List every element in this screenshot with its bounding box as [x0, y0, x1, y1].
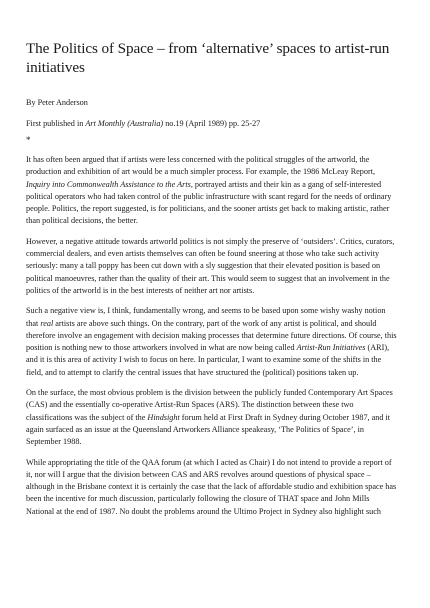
publication-prefix: First published in: [26, 119, 86, 128]
italic-text: Inquiry into Commonwealth Assistance to the Arts: [26, 179, 191, 189]
body-paragraph: [26, 457, 398, 518]
author-line: By Peter Anderson: [26, 98, 88, 107]
text-run: It has often been argued that if artists were less concerned with the political struggles of the artworld, the production and exhibition of art would be a much simpler process. For example, the 1986 McLeay Report,: [26, 155, 376, 177]
italic-text: real: [40, 318, 54, 328]
article-title: The Politics of Space – from ‘alternative’ spaces to artist-run initiatives: [26, 40, 390, 76]
journal-name: Art Monthly (Australia): [85, 119, 164, 128]
italic-text: Artist-Run Initiatives: [296, 343, 366, 353]
italic-text: Hindsight: [147, 412, 180, 422]
text-run: However, a negative attitude towards artworld politics is not simply the preserve of ‘outsiders’. Critics, curators, commercial dealers, and even artists themselves can often be found sneering at those who take such activity seriously: many a tall poppy has been cut down with a sly suggestion that their elevated position is based on political manoeuvres, rather than the quality of their art. This would seem to suggest that an involvement in the politics of the artworld is in the best interests of neither art nor artists.: [26, 236, 395, 295]
article-body: [26, 154, 398, 518]
text-run: While appropriating the title of the QAA forum (at which I acted as Chair) I do not intend to provide a report of it, nor will I argue that the division between CAS and ARS revolves around questions of physical space – although in the Brisbane context it is certainly the case that the lack of affordable studio and exhibition space has been the incentive for much discussion, particularly following the closure of THAT space and John Mills National at the end of 1987. No doubt the problems around the Ultimo Project in Sydney also highlight such: [26, 457, 397, 516]
body-paragraph: [26, 387, 398, 448]
text-run: forum held at First Draft in Sydney during October 1987, and it again surfaced as an issue at the Queensland Artworkers Alliance speakeasy, ‘The Politics of Space’, in September 1988.: [26, 412, 391, 447]
text-run: (ARI), and it is this area of activity I wish to focus on here. In particular, I want to examine some of the shifts in the field, and to attempt to clarify the central issues that have structured the (political) positions taken up.: [26, 343, 390, 377]
publication-suffix: no.19 (April 1989) pp. 25-27: [163, 119, 261, 128]
body-paragraph: [26, 305, 398, 379]
section-separator: *: [26, 135, 31, 145]
publication-line: [26, 118, 398, 129]
text-run: Such a negative view is, I think, fundamentally wrong, and seems to be based upon some wishy washy notion that: [26, 306, 386, 328]
text-run: , portrayed artists and their kin as a gang of self-interested political operators who had taken control of the public infrastructure with scant regard for the needs of ordinary people. Politics, the report suggested, is for politicians, and the sooner artists get back to making artistic, rather than political decisions, the better.: [26, 179, 392, 226]
text-run: On the surface, the most obvious problem is the division between the publicly funded Contemporary Art Spaces (CAS) and the essentially co-operative Artist-Run Spaces (ARS). The distinction between these two classifications was the subject of the: [26, 388, 393, 422]
text-run: artists are above such things. On the contrary, part of the work of any artist is political, and should therefore involve an engagement with decision making processes that determine future directions. Of course, this position is nothing new to those artworkers involved in what are now being called: [26, 318, 397, 353]
body-paragraph: [26, 236, 398, 297]
body-paragraph: [26, 154, 398, 228]
